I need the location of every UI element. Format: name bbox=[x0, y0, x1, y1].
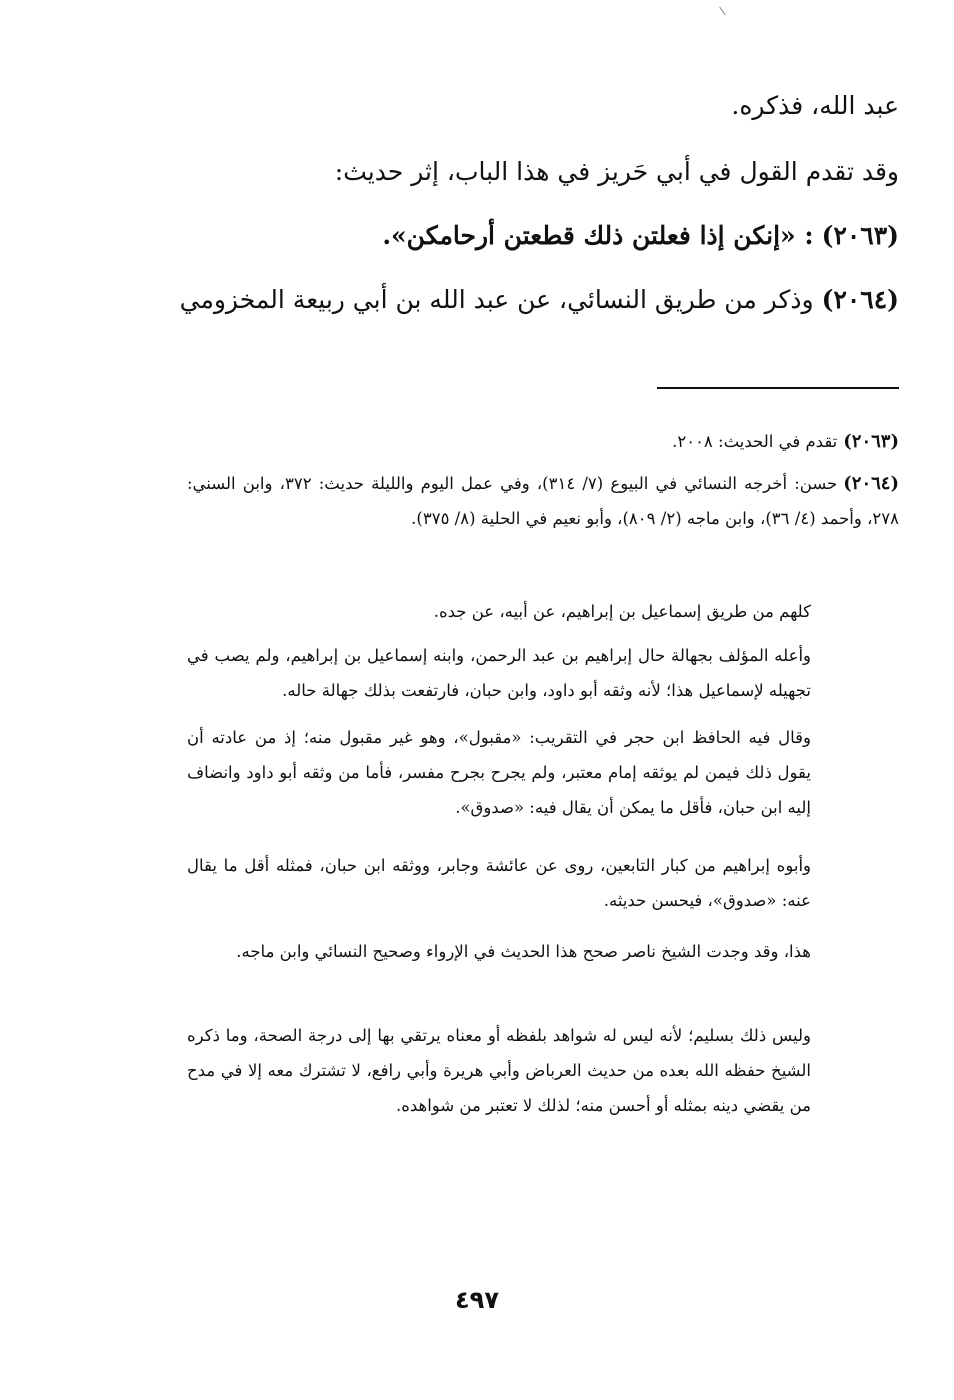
main-text-line-2 bbox=[179, 152, 899, 192]
footnote-2064 bbox=[187, 466, 899, 536]
hadith-number-2063: (٢٠٦٣) bbox=[821, 221, 899, 250]
main-text-line-1 bbox=[179, 86, 899, 126]
footnote-2063-text: تقدم في الحديث: ٢٠٠٨. bbox=[672, 432, 838, 451]
footnote-paragraph-4: وأبوه إبراهيم من كبار التابعين، روى عن عائشة وجابر، ووثقه ابن حبان، فمثله أقل ما يقال عنه: «صدوق»، فيحسن حديثه. bbox=[187, 856, 811, 910]
hadith-2063-line bbox=[179, 216, 899, 256]
footnote-paragraph-5: هذا، وقد وجدت الشيخ ناصر صحح هذا الحديث في الإرواء وصحيح النسائي وابن ماجه. bbox=[236, 942, 811, 961]
footnote-2064-text: حسن: أخرجه النسائي في البيوع (٧/ ٣١٤)، وفي عمل اليوم والليلة حديث: ٣٧٢، وابن السني: ٢٧٨، وأحمد (٤/ ٣٦)، وابن ماجه (٢/ ٨٠٩)، وأبو نعيم في الحلية (٨/ ٣٧٥). bbox=[187, 474, 899, 528]
main-line-2-text: وقد تقدم القول في أبي حَريز في هذا الباب، إثر حديث: bbox=[334, 157, 899, 186]
footnote-paragraph-1: كلهم من طريق إسماعيل بن إبراهيم، عن أبيه، عن جده. bbox=[433, 602, 811, 621]
main-line-1-text: عبد الله، فذكره. bbox=[731, 91, 899, 120]
page-number: ٤٩٧ bbox=[455, 1286, 499, 1314]
hadith-2063-text: : «إنكن إذا فعلتن ذلك قطعتن أرحامكن». bbox=[382, 221, 814, 250]
scan-mark bbox=[719, 7, 726, 16]
footnote-number-2063: (٢٠٦٣) bbox=[843, 431, 899, 452]
hadith-2064-line bbox=[179, 280, 899, 320]
footnote-separator bbox=[657, 387, 899, 389]
hadith-2064-text: وذكر من طريق النسائي، عن عبد الله بن أبي ربيعة المخزومي bbox=[179, 285, 814, 314]
footnote-paragraph-6: وليس ذلك بسليم؛ لأنه ليس له شواهد بلفظه أو معناه يرتقي بها إلى درجة الصحة، وما ذكره الشيخ حفظه الله بعده من حديث العرباض وأبي هريرة وأبي رافع، لا تشترك معه إلا في مدح من يقضي دينه بمثله أو أحسن منه؛ لذلك لا تعتبر من شواهده. bbox=[187, 1026, 811, 1115]
footnote-2063 bbox=[187, 424, 899, 459]
footnote-paragraph-3: وقال فيه الحافظ ابن حجر في التقريب: «مقبول»، وهو غير مقبول منه؛ إذ من عادته أن يقول ذلك فيمن لم يوثقه إمام معتبر، ولم يجرح بجرح مفسر، فأما من وثقه أبو داود وانضاف إليه ابن حبان، فأقل ما يمكن أن يقال فيه: «صدوق». bbox=[187, 728, 811, 817]
hadith-number-2064: (٢٠٦٤) bbox=[821, 285, 899, 314]
footnote-number-2064: (٢٠٦٤) bbox=[843, 473, 899, 494]
footnote-paragraph-2: وأعله المؤلف بجهالة حال إبراهيم بن عبد الرحمن، وابنه إسماعيل بن إبراهيم، ولم يصب في تجهيله لإسماعيل هذا؛ لأنه وثقه أبو داود، وابن حبان، فارتفعت بذلك جهالة حاله. bbox=[187, 646, 811, 700]
